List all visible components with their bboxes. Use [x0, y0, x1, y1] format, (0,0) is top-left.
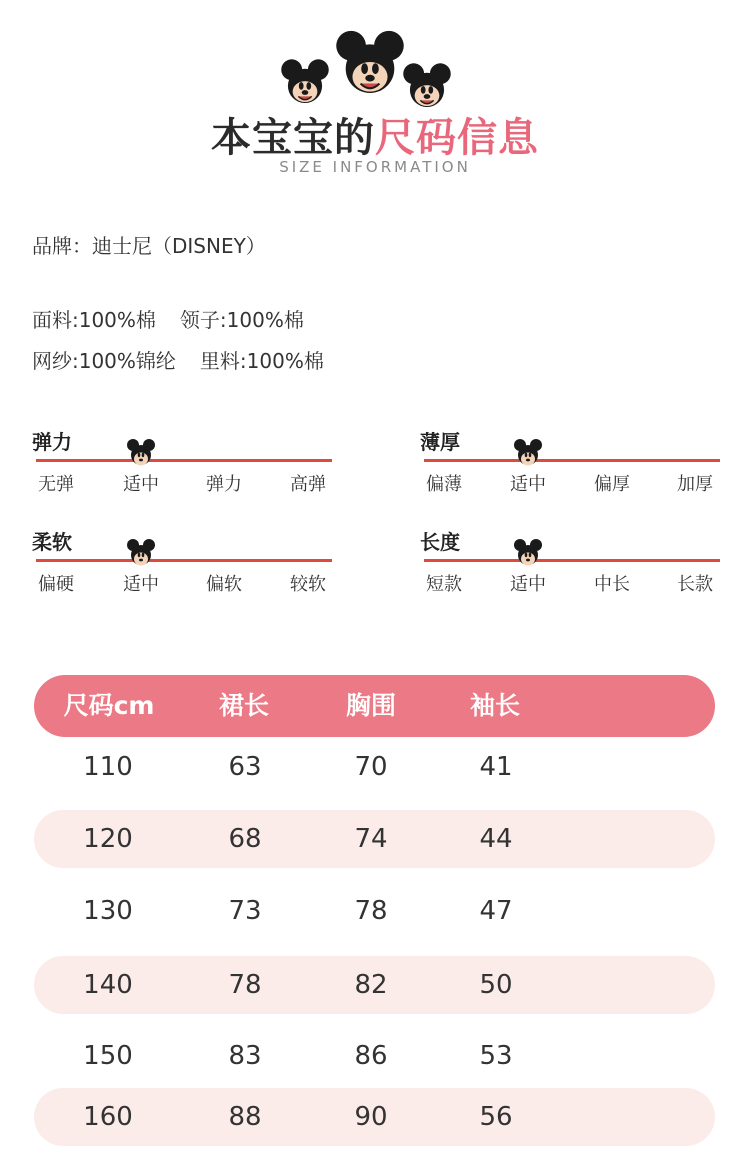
- mesh-text: 网纱:100%锦纶: [32, 349, 176, 373]
- scale-line: [36, 559, 332, 562]
- scale-option: 偏软: [206, 574, 242, 595]
- table-cell: 110: [83, 752, 133, 782]
- brand-line: 品牌：迪士尼（DISNEY）: [32, 234, 266, 258]
- table-cell: 160: [83, 1102, 133, 1132]
- table-cell: 56: [479, 1102, 513, 1132]
- attribute-scale-length: [420, 526, 720, 606]
- scale-option: 适中: [510, 474, 546, 495]
- table-row: [34, 1027, 715, 1085]
- attribute-scale-thickness: [420, 426, 720, 506]
- material-line-1: [32, 304, 304, 333]
- mickey-heads-illustration: [275, 18, 465, 118]
- scale-option: 高弹: [290, 474, 326, 495]
- table-cell: 90: [354, 1102, 388, 1132]
- size-table-header: [34, 675, 715, 737]
- scale-option: 偏薄: [426, 474, 462, 495]
- table-cell: 50: [479, 970, 513, 1000]
- scale-option: 较软: [290, 574, 326, 595]
- scale-option: 适中: [123, 574, 159, 595]
- fabric-text: 面料:100%棉: [32, 308, 156, 332]
- table-row: [34, 810, 715, 868]
- table-cell: 63: [228, 752, 262, 782]
- scale-option: 偏硬: [38, 574, 74, 595]
- scale-line: [424, 459, 720, 462]
- table-cell: 78: [228, 970, 262, 1000]
- header-chest: 胸围: [345, 691, 396, 720]
- table-cell: 78: [354, 896, 388, 926]
- table-cell: 53: [479, 1041, 513, 1071]
- scale-option: 适中: [123, 474, 159, 495]
- table-cell: 73: [228, 896, 262, 926]
- scale-line: [424, 559, 720, 562]
- table-cell: 86: [354, 1041, 388, 1071]
- scale-option: 加厚: [677, 474, 713, 495]
- scale-option: 适中: [510, 574, 546, 595]
- mickey-marker-icon: [126, 538, 156, 570]
- scale-line: [36, 459, 332, 462]
- scale-option: 弹力: [206, 474, 242, 495]
- scale-option: 短款: [426, 574, 462, 595]
- attribute-scale-softness: [32, 526, 332, 606]
- lining-text: 里料:100%棉: [199, 349, 324, 373]
- table-cell: 83: [228, 1041, 262, 1071]
- table-cell: 88: [228, 1102, 262, 1132]
- attribute-title: 柔软: [32, 530, 72, 554]
- attribute-title: 薄厚: [420, 430, 460, 454]
- material-line-2: [32, 345, 324, 374]
- table-cell: 44: [479, 824, 513, 854]
- page-title-highlight: 尺码信息: [375, 115, 539, 161]
- scale-option: 长款: [677, 574, 713, 595]
- table-row: [34, 1088, 715, 1146]
- table-cell: 41: [479, 752, 513, 782]
- mickey-marker-icon: [513, 538, 543, 570]
- table-row: [34, 882, 715, 940]
- page-title: [0, 106, 750, 163]
- table-cell: 74: [354, 824, 388, 854]
- table-row: [34, 956, 715, 1014]
- table-cell: 120: [83, 824, 133, 854]
- attribute-title: 弹力: [32, 430, 72, 454]
- table-cell: 47: [479, 896, 513, 926]
- page-title-dark: 本宝宝的: [211, 115, 375, 161]
- header-skirt-length: 裙长: [218, 691, 269, 720]
- collar-text: 领子:100%棉: [179, 308, 304, 332]
- mickey-marker-icon: [126, 438, 156, 470]
- scale-option: 偏厚: [594, 474, 630, 495]
- attribute-title: 长度: [420, 530, 460, 554]
- table-cell: 130: [83, 896, 133, 926]
- scale-option: 无弹: [38, 474, 74, 495]
- table-cell: 140: [83, 970, 133, 1000]
- table-row: [34, 738, 715, 796]
- mickey-marker-icon: [513, 438, 543, 470]
- table-cell: 68: [228, 824, 262, 854]
- attribute-scale-elasticity: [32, 426, 332, 506]
- page-subtitle: SIZE INFORMATION: [279, 158, 471, 176]
- scale-option: 中长: [594, 574, 630, 595]
- table-cell: 70: [354, 752, 388, 782]
- header-sleeve-length: 袖长: [469, 691, 520, 720]
- header-size: 尺码cm: [63, 691, 155, 720]
- table-cell: 150: [83, 1041, 133, 1071]
- table-cell: 82: [354, 970, 388, 1000]
